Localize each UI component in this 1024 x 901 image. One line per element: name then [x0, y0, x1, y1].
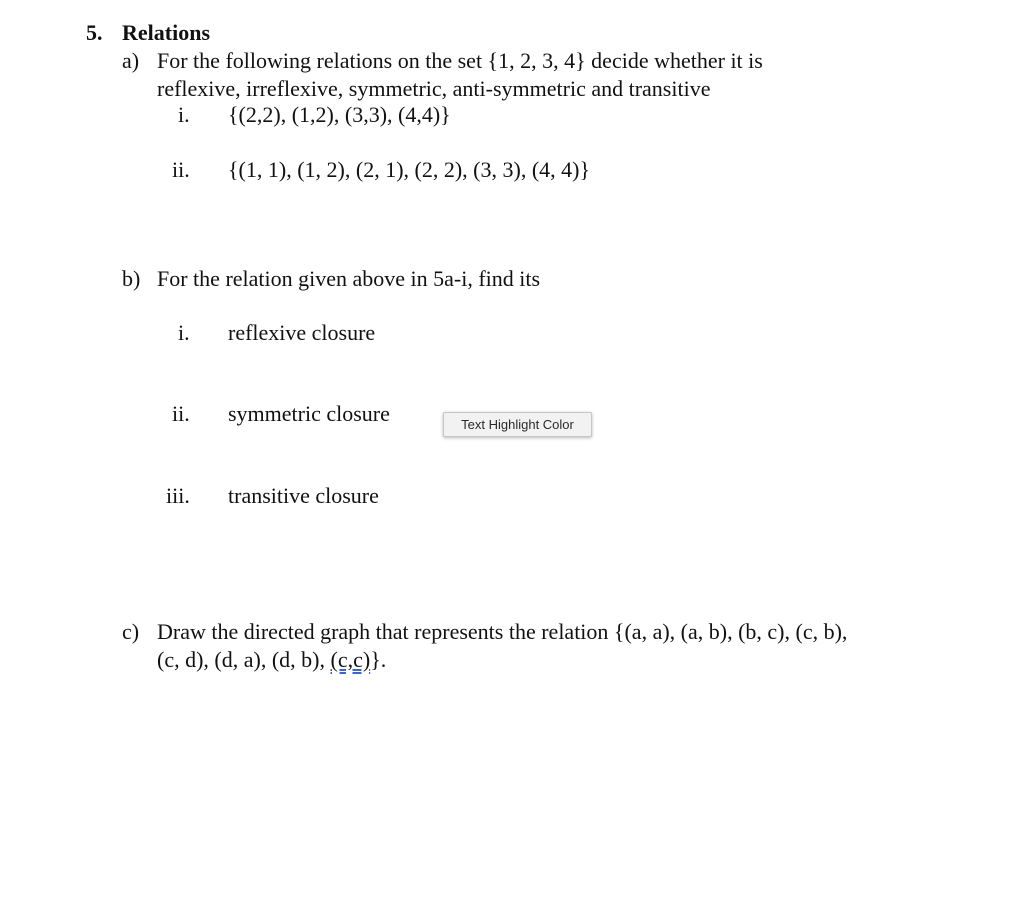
part-b-item-2-numeral: ii.: [172, 401, 190, 426]
part-b-item-3-numeral: iii.: [166, 483, 190, 508]
part-c-marker: c): [122, 619, 140, 644]
part-b-marker: b): [122, 266, 141, 291]
part-c-line-2: [157, 647, 386, 673]
part-b-prompt: For the relation given above in 5a-i, find its: [157, 266, 541, 291]
part-c-line-1: Draw the directed graph that represents the relation {(a, a), (a, b), (b, c), (c, b),: [157, 619, 848, 644]
part-b-item-1-numeral: i.: [178, 320, 190, 345]
text-highlight-color-tooltip: Text Highlight Color: [443, 412, 592, 437]
part-c-line-2-suffix: }.: [370, 647, 387, 672]
part-a-marker: a): [122, 48, 140, 73]
part-a-item-2-text: {(1, 1), (1, 2), (2, 1), (2, 2), (3, 3), (4, 4)}: [228, 157, 591, 182]
part-b-item-3-text: transitive closure: [228, 483, 379, 508]
section-title: Relations: [122, 20, 210, 45]
part-c-line-2-prefix: (c, d), (d, a), (d, b),: [157, 647, 331, 672]
part-a-item-2-numeral: ii.: [172, 157, 190, 182]
part-c-underlined-pair: (c,c): [330, 647, 371, 672]
part-a-item-1-numeral: i.: [178, 102, 190, 127]
section-number: 5.: [86, 20, 103, 45]
part-a-item-1-text: {(2,2), (1,2), (3,3), (4,4)}: [228, 102, 451, 127]
part-a-line-1: For the following relations on the set {1, 2, 3, 4} decide whether it is: [157, 48, 763, 73]
part-b-item-1-text: reflexive closure: [228, 320, 376, 345]
part-a-line-2: reflexive, irreflexive, symmetric, anti-symmetric and transitive: [157, 76, 711, 101]
part-b-item-2-text: symmetric closure: [228, 401, 390, 426]
